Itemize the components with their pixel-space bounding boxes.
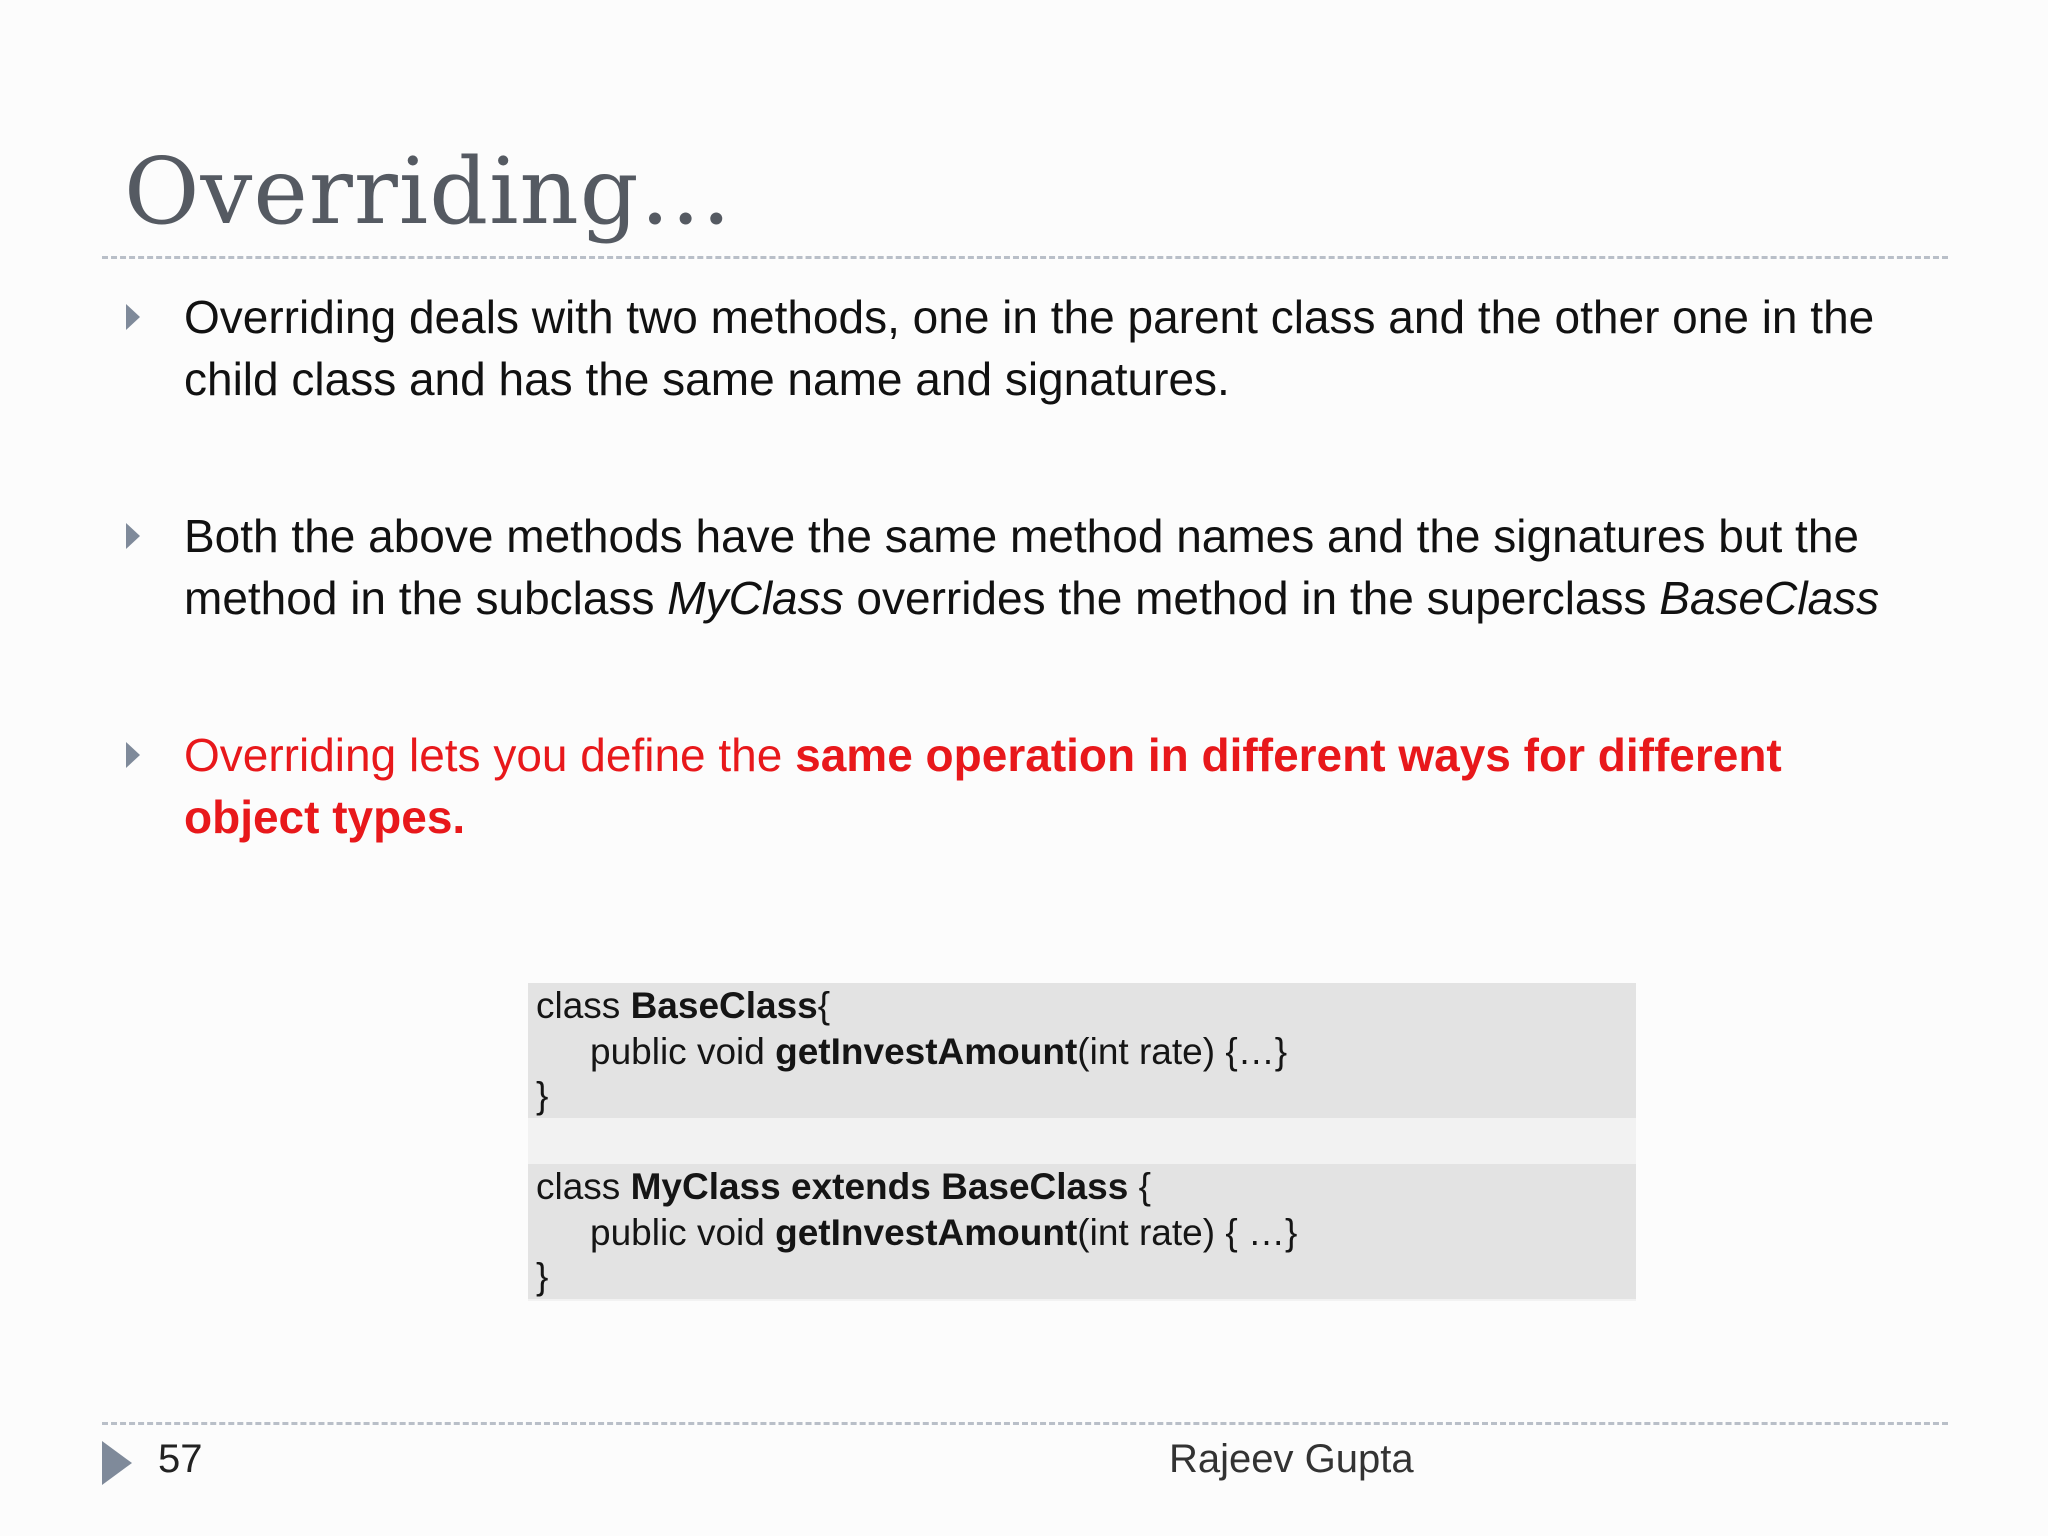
subclass-name: MyClass	[667, 572, 844, 624]
my-class-method	[590, 1210, 1297, 1256]
open-brace: {	[1128, 1166, 1151, 1207]
my-class-code	[528, 1164, 1636, 1299]
open-brace: {	[817, 985, 831, 1026]
slide-title: Overriding…	[124, 138, 733, 245]
bullet-override-purpose	[184, 724, 1904, 848]
method-prefix: public void	[590, 1212, 776, 1253]
my-class-name: MyClass extends BaseClass	[630, 1166, 1129, 1207]
bullet-overriding-definition	[184, 286, 1904, 410]
base-class-method	[590, 1029, 1287, 1075]
method-suffix: (int rate) { …}	[1077, 1212, 1298, 1253]
class-keyword: class	[536, 1166, 631, 1207]
method-prefix: public void	[590, 1031, 776, 1072]
base-class-close: }	[536, 1075, 549, 1116]
footer-arrow-icon	[102, 1441, 132, 1485]
bullet-method-override	[184, 505, 1904, 629]
bullet-text-middle: overrides the method in the superclass	[843, 572, 1660, 624]
author-name: Rajeev Gupta	[1169, 1437, 1414, 1481]
my-class-close: }	[536, 1256, 549, 1297]
bullet-text-normal: Overriding lets you define the	[184, 729, 796, 781]
bullet-text-before: Both the above methods have the same method names and the signatures but the method in the subclass	[184, 510, 1859, 624]
footer-divider	[102, 1422, 1948, 1425]
my-class-declaration	[536, 1164, 1151, 1210]
bullet-text: Overriding deals with two methods, one in the parent class and the other one in the child class and has the same name and signatures.	[184, 291, 1875, 405]
bullet-arrow-icon	[126, 742, 140, 768]
code-example	[528, 983, 1636, 1301]
base-class-declaration	[536, 983, 830, 1029]
base-class-name: BaseClass	[630, 985, 818, 1026]
bullet-arrow-icon	[126, 523, 140, 549]
bullet-arrow-icon	[126, 304, 140, 330]
title-divider	[102, 256, 1948, 259]
class-keyword: class	[536, 985, 631, 1026]
method-suffix: (int rate) {…}	[1077, 1031, 1288, 1072]
superclass-name: BaseClass	[1659, 572, 1880, 624]
method-name: getInvestAmount	[775, 1031, 1078, 1072]
method-name: getInvestAmount	[775, 1212, 1078, 1253]
base-class-code	[528, 983, 1636, 1118]
page-number: 57	[158, 1437, 203, 1481]
bullet-text-bold: same operation in different ways for different object types.	[184, 729, 1782, 843]
